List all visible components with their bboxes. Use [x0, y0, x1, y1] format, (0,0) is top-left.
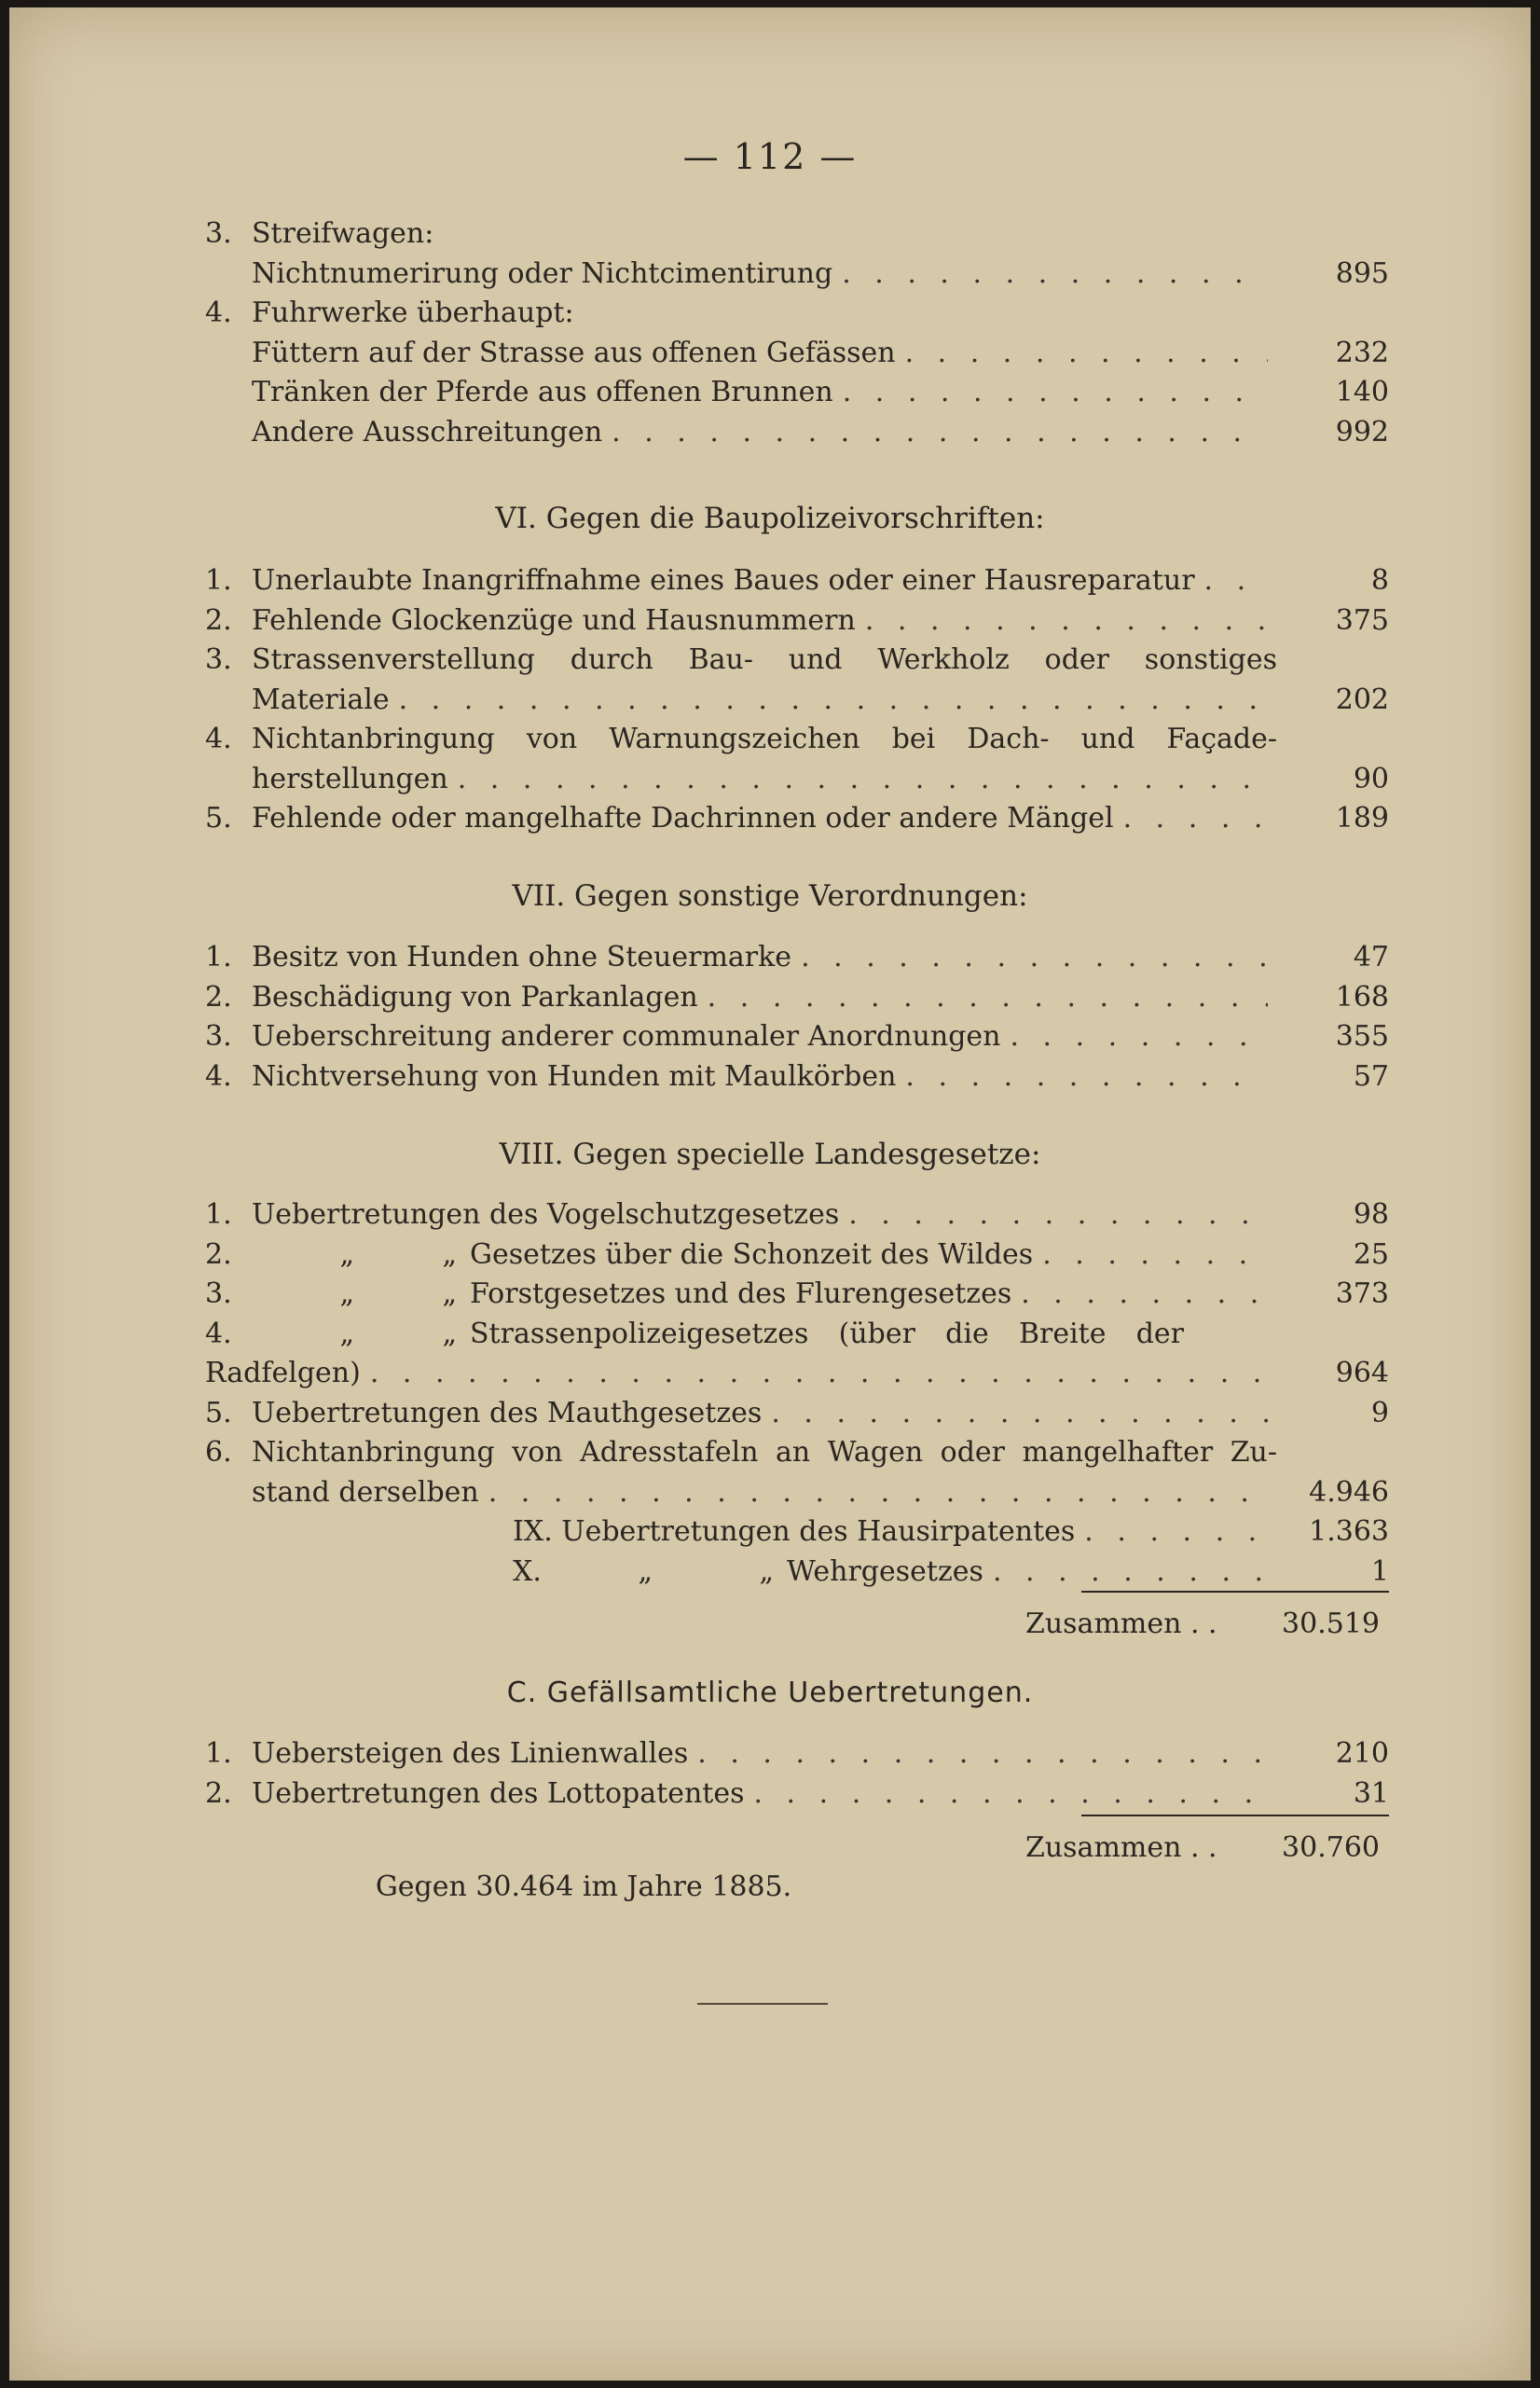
item-label: Nichtversehung von Hunden mit Maulkörben: [252, 1059, 897, 1093]
list-item: 1. Uebersteigen des Linienwalles . . . 210: [205, 1734, 1389, 1774]
item-value: 25: [1353, 1237, 1389, 1271]
list-item: [205, 255, 1389, 295]
list-item: 3. Ueberschreitung anderer communaler Anordnungen . . . 355: [205, 1017, 1389, 1057]
list-item: 1. Besitz von Hunden ohne Steuermarke . . . 47: [205, 938, 1389, 978]
item-label: Streifwagen:: [252, 217, 434, 250]
item-label: stand derselben: [252, 1475, 479, 1509]
ditto-mark: „: [638, 1554, 653, 1588]
list-item: [205, 334, 1389, 374]
item-label: Tränken der Pferde aus offenen Brunnen: [252, 376, 833, 408]
item-value: 1: [1370, 1554, 1389, 1588]
ditto-mark: „: [339, 1237, 354, 1271]
item-value: 232: [1335, 336, 1389, 369]
list-item: [205, 373, 1389, 413]
item-value: 964: [1335, 1357, 1389, 1389]
item-label: Unerlaubte Inangriffnahme eines Baues oder einer Hausreparatur: [252, 564, 1195, 597]
item-value: 373: [1335, 1277, 1389, 1310]
ditto-mark: „: [442, 1237, 457, 1271]
section-heading-vi: VI. Gegen die Baupolizeivorschriften:: [495, 502, 1045, 535]
list-item: 4. Fuhrwerke überhaupt:: [205, 294, 1389, 334]
total-value: 30.760: [1282, 1831, 1380, 1864]
list-item: X. „ „ Wehrgesetzes . . . 1: [513, 1553, 1389, 1593]
item-value: 140: [1335, 376, 1389, 408]
list-item: 3. Streifwagen:: [205, 214, 1389, 255]
item-value: 90: [1353, 762, 1389, 795]
section-vi: [205, 561, 1389, 839]
item-value: 168: [1335, 980, 1389, 1014]
item-value: 47: [1353, 941, 1389, 973]
list-item: [513, 1512, 1389, 1553]
item-label: Uebersteigen des Linienwalles: [252, 1737, 689, 1770]
sum-rule: [1081, 1591, 1389, 1593]
item-label: Uebertretungen des Vogelschutzgesetzes: [252, 1198, 840, 1231]
end-rule: [697, 2003, 828, 2005]
item-value: 355: [1335, 1020, 1389, 1053]
item-label: Besitz von Hunden ohne Steuermarke: [252, 941, 792, 973]
item-label: Fehlende Glockenzüge und Hausnummern: [252, 603, 856, 637]
total-row: [1025, 1608, 1380, 1640]
ditto-mark: „: [339, 1277, 354, 1310]
item-label: Nichtnumerirung oder Nichtcimentirung: [252, 256, 833, 290]
item-label: Radfelgen): [205, 1357, 361, 1389]
list-item: 1. Unerlaubte Inangriffnahme eines Baues oder einer Hausreparatur . . . 8: [205, 561, 1389, 601]
list-item: 6. Nichtanbringung von Adresstafeln an Wagen oder mangelhafter Zu-: [205, 1433, 1389, 1473]
item-value: 57: [1353, 1059, 1389, 1093]
item-value: 375: [1335, 603, 1389, 637]
item-value: 202: [1335, 683, 1389, 716]
section-heading-vii: VII. Gegen sonstige Verordnungen:: [512, 879, 1028, 913]
section-heading-c: C. Gefällsamtliche Uebertretungen.: [506, 1677, 1034, 1709]
list-item: 2. Uebertretungen des Lottopatentes . . . 31: [205, 1774, 1389, 1815]
item-label: Uebertretungen des Lottopatentes: [252, 1776, 745, 1810]
item-label: Strassenpolizeigesetzes (über die Breite der: [470, 1317, 1184, 1350]
item-label: Nichtanbringung von Adresstafeln an Wagen oder mangelhafter Zu-: [252, 1436, 1277, 1469]
list-item: 2. „ „ Gesetzes über die Schonzeit des Wildes . . . 25: [205, 1235, 1389, 1276]
page-number: — 112 —: [682, 136, 858, 177]
item-label: Uebertretungen des Mauthgesetzes: [252, 1396, 763, 1429]
list-item: 4. Nichtversehung von Hunden mit Maulkörben . . . 57: [205, 1057, 1389, 1097]
section-vehicles: [205, 214, 1389, 452]
item-label: Ueberschreitung anderer communaler Anordnungen: [252, 1020, 1001, 1053]
list-item: 1. Uebertretungen des Vogelschutzgesetzes . . . 98: [205, 1195, 1389, 1235]
item-label: Gesetzes über die Schonzeit des Wildes: [470, 1237, 1034, 1271]
list-item-continued: [205, 1473, 1389, 1513]
section-vii: [205, 938, 1389, 1097]
item-value: 992: [1335, 415, 1389, 449]
item-label: Fuhrwerke überhaupt:: [252, 297, 574, 329]
section-viii: [205, 1195, 1389, 1512]
item-value: 31: [1353, 1776, 1389, 1810]
sum-rule: [1081, 1815, 1389, 1816]
item-label: IX. Uebertretungen des Hausirpatentes: [513, 1515, 1076, 1548]
section-ix-x: [513, 1512, 1389, 1592]
item-label: Andere Ausschreitungen: [252, 415, 603, 449]
item-value: 189: [1335, 802, 1389, 835]
list-item: 3. „ „ Forstgesetzes und des Flurengesetzes . . . 373: [205, 1275, 1389, 1315]
document-page: [9, 7, 1531, 2381]
item-label: Beschädigung von Parkanlagen: [252, 980, 698, 1014]
list-item: 2. Beschädigung von Parkanlagen . . . 168: [205, 978, 1389, 1018]
total-row: [1025, 1831, 1380, 1864]
list-item: 3. Strassenverstellung durch Bau- und Werkholz oder sonstiges: [205, 641, 1389, 681]
list-item: 2. Fehlende Glockenzüge und Hausnummern . . . 375: [205, 601, 1389, 642]
item-value: 9: [1370, 1396, 1389, 1429]
item-value: 4.946: [1309, 1475, 1389, 1509]
ditto-mark: „: [442, 1317, 457, 1350]
total-label: Zusammen . .: [1025, 1608, 1217, 1640]
total-label: Zusammen . .: [1025, 1831, 1217, 1864]
item-value: 98: [1353, 1198, 1389, 1231]
section-heading-viii: VIII. Gegen specielle Landesgesetze:: [499, 1138, 1041, 1171]
item-label: Füttern auf der Strasse aus offenen Gefässen: [252, 336, 896, 369]
list-item: 5. Fehlende oder mangelhafte Dachrinnen oder andere Mängel . . . 189: [205, 799, 1389, 839]
item-label: herstellungen: [252, 762, 448, 795]
list-item-continued: [205, 760, 1389, 800]
ditto-mark: „: [339, 1317, 354, 1350]
item-label: Materiale: [252, 683, 390, 716]
ditto-mark: „: [442, 1277, 457, 1310]
item-value: 1.363: [1309, 1515, 1389, 1548]
list-item: [205, 413, 1389, 453]
item-value: 895: [1335, 256, 1389, 290]
ditto-mark: „: [759, 1554, 774, 1588]
total-value: 30.519: [1282, 1608, 1380, 1640]
item-label: Wehrgesetzes: [787, 1554, 983, 1588]
section-c: [205, 1734, 1389, 1814]
list-item: 5. Uebertretungen des Mauthgesetzes . . . 9: [205, 1394, 1389, 1434]
list-item: 4. Nichtanbringung von Warnungszeichen bei Dach- und Façade-: [205, 720, 1389, 760]
item-label: Strassenverstellung durch Bau- und Werkholz oder sonstiges: [252, 643, 1277, 676]
list-item-continued: [205, 681, 1389, 721]
item-value: 8: [1370, 564, 1389, 597]
list-item: 4. „ „ Strassenpolizeigesetzes (über die Breite der: [205, 1315, 1389, 1355]
item-label: Forstgesetzes und des Flurengesetzes: [470, 1277, 1012, 1310]
comparison-note: Gegen 30.464 im Jahre 1885.: [375, 1870, 792, 1903]
item-value: 210: [1335, 1737, 1389, 1770]
list-item-continued: [205, 1354, 1389, 1394]
item-label: Fehlende oder mangelhafte Dachrinnen oder andere Mängel: [252, 802, 1114, 835]
item-label: Nichtanbringung von Warnungszeichen bei Dach- und Façade-: [252, 723, 1277, 755]
